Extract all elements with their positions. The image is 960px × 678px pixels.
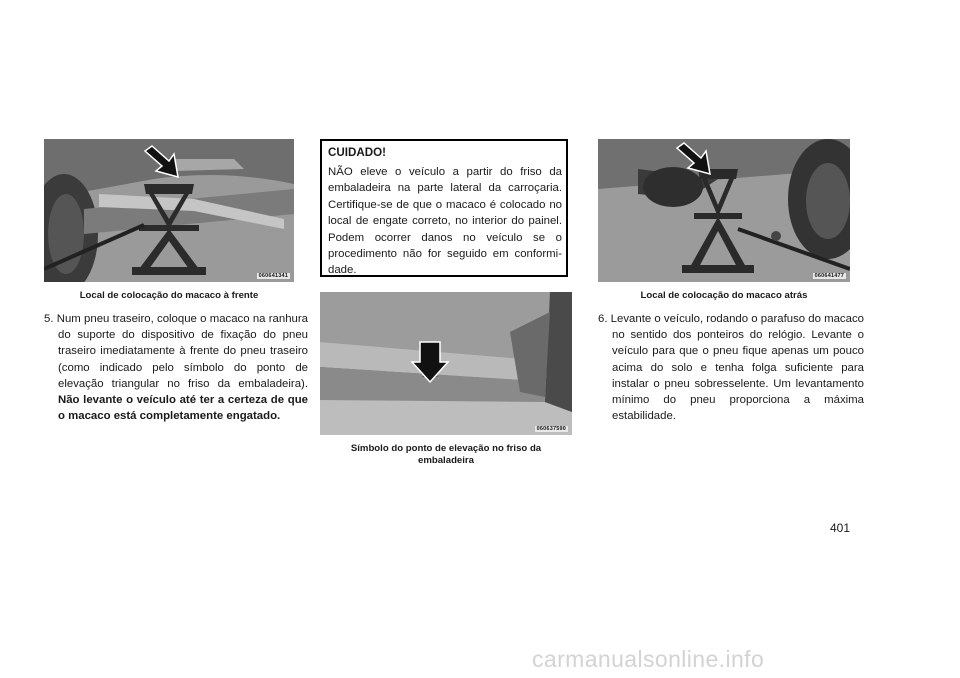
step-5-text: Num pneu traseiro, coloque o macaco na ranhura do suporte do dispositivo de fixação do pneu traseiro imediatamente à frente do pneu traseiro (como indicado pelo símbolo do ponto de elevação triangular no friso da embaladeira). [56,313,308,390]
step-5 [44,311,308,424]
figure-lift-symbol-photo [320,292,572,435]
front-jack-illustration [44,139,294,282]
figure-lift-symbol-caption [320,443,572,467]
step-6-number: 6. [598,313,608,325]
figure-code: 060641477 [814,273,844,279]
step-6-text: Levante o veículo, rodando o parafuso do macaco no sentido dos ponteiros do relógio. Levante o veículo para que o pneu fique apenas um pouco acima do solo e tenha folga suficiente para instalar o pneu sobresselente. Um levantamento mínimo do pneu proporciona a máxima estabilidade. [610,313,864,423]
figure-rear-jack-photo [598,139,850,282]
step-6 [598,311,864,424]
caution-text: NÃO eleve o veículo a partir do friso da embaladeira na parte lateral da carroçaria. Certifique-se de que o macaco é colocado no local de engate correto, no interior do painel. Podem ocorrer danos no veículo se o procedimento não for seguido em conformidade. [328,166,562,277]
figure-code: 060637590 [536,426,566,432]
caution-title: CUIDADO! [328,146,386,159]
figure-front-jack-photo [44,139,294,282]
caption-line-2: embaladeira [418,455,474,466]
rear-jack-illustration [598,139,850,282]
lift-symbol-illustration [320,292,572,435]
figure-code: 060641341 [258,273,288,279]
figure-rear-caption: Local de colocação do macaco atrás [640,290,808,301]
page-number: 401 [829,521,850,535]
watermark: carmanualsonline.info [532,646,765,672]
caution-box [320,139,568,277]
caption-line-1: Símbolo do ponto de elevação no friso da [350,443,542,454]
figure-front-caption: Local de colocação do macaco à frente [79,290,259,301]
step-5-number: 5. [44,313,54,325]
step-5-bold-warning: Não levante o veículo até ter a certeza de que o macaco está completamente engatado. [58,394,308,423]
